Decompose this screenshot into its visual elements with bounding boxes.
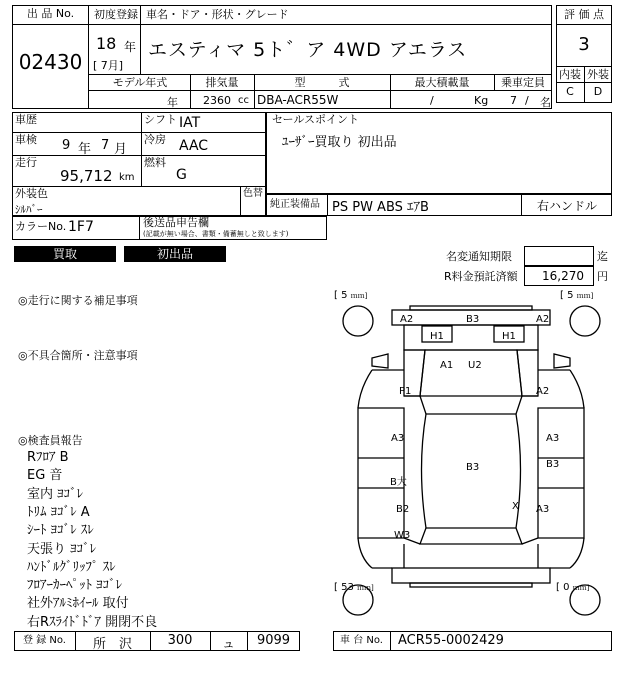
svg-text:[ 0 ｍｍ]: [556, 582, 590, 593]
max-load-unit: Kg: [474, 94, 489, 107]
shift-label: シフト: [144, 113, 177, 126]
mark-left-rear-w3: W3: [394, 530, 411, 541]
inspector-line: ﾄﾘﾑ ﾖｺﾞﾚ A: [27, 504, 90, 520]
windshield-outline: [420, 350, 522, 396]
right-side-outline: [538, 408, 584, 538]
name-change-label: 名変通知期限: [446, 250, 512, 263]
driving-notes-label: ◎走行に関する補足事項: [18, 294, 138, 307]
capacity-value: 7: [510, 94, 517, 107]
capacity-label: 乗車定員: [501, 76, 545, 89]
displacement-unit: cc: [238, 95, 249, 106]
max-load-label: 最大積載量: [414, 76, 470, 89]
name-change-suffix: 迄: [597, 250, 608, 263]
mark-right-door-a3: A3: [546, 433, 560, 444]
fuel-label: 燃料: [144, 156, 166, 169]
color-no-label: カラーNo.: [15, 220, 67, 233]
damage-diagram: [330, 288, 612, 628]
interior-label: 内装: [559, 68, 581, 81]
mark-front-b3: B3: [466, 314, 480, 325]
equipment-value: PS PW ABS ｴｱB: [332, 200, 429, 215]
color-value: ｼﾙﾊﾞｰ: [15, 203, 43, 216]
tire-rr-unit: ｍｍ]: [572, 584, 590, 592]
capacity-sep: /: [525, 94, 529, 107]
interior-value: C: [566, 85, 574, 98]
inspection-month: 7: [101, 138, 110, 153]
tire-rr-value: [ 0: [556, 582, 573, 593]
type-value: DBA-ACR55W: [257, 93, 339, 107]
hood-outline: [404, 325, 538, 350]
inspection-year-unit: 年: [78, 142, 92, 157]
handle-value: 右ハンドル: [536, 199, 597, 213]
tire-fr-value: [ 5: [560, 290, 577, 301]
post-doc-label: 後送品申告欄: [143, 216, 209, 229]
tire-fl-unit: ｍｍ]: [350, 292, 368, 300]
max-load-value: /: [430, 94, 434, 107]
inspection-year: 9: [62, 138, 71, 153]
inspector-line: ｼｰﾄ ﾖｺﾞﾚ ｽﾚ: [27, 523, 94, 539]
first-reg-year: 18: [96, 34, 117, 53]
model-year-label: モデル年式: [112, 76, 168, 89]
mark-rear-x: X: [512, 501, 519, 512]
displacement-value: 2360: [203, 94, 231, 107]
chassis-no: ACR55-0002429: [398, 633, 504, 648]
reg-area: 所 沢: [92, 637, 132, 652]
left-side-outline: [358, 408, 404, 538]
capacity-unit: 名: [540, 96, 551, 109]
inspector-line: 右Rｽﾗｲﾄﾞﾄﾞｱ 開閉不良: [27, 614, 158, 630]
recycle-value: 16,270: [542, 269, 584, 283]
mileage-value: 95,712: [60, 167, 113, 185]
score-label: 評 価 点: [564, 8, 604, 21]
inspector-line: 室内 ﾖｺﾞﾚ: [27, 486, 84, 502]
first-reg-label: 初度登録: [94, 8, 138, 21]
mark-windshield-a1: A1: [440, 360, 454, 371]
mark-h1-right: H1: [502, 331, 516, 342]
reg-kana: ュ: [221, 637, 235, 652]
type-label: 型 式: [294, 76, 350, 89]
inspector-line: Rﾌﾛｱ B: [27, 450, 69, 465]
tire-fl-value: [ 5: [334, 290, 351, 301]
reg-number: 9099: [256, 633, 291, 648]
svg-text:[ 5 ｍｍ]: [334, 290, 368, 301]
tire-front-left-icon: [343, 306, 373, 336]
inspector-line: ﾌﾛｱｰｶｰﾍﾟｯﾄ ﾖｺﾞﾚ: [27, 578, 123, 594]
mark-right-door2-b3: B3: [546, 459, 560, 470]
mark-left-fender-p1: P1: [399, 386, 412, 397]
recycle-unit: 円: [597, 270, 608, 283]
color-change-label: 色替: [243, 188, 263, 199]
mark-left-door-a3: A3: [391, 433, 405, 444]
car-name-label: 車名・ドア・形状・グレード: [146, 8, 289, 21]
sales-point-label: セールスポイント: [272, 113, 360, 126]
mileage-label: 走行: [15, 156, 37, 169]
mark-right-fender-a2: A2: [536, 386, 550, 397]
svg-text:[ 5 ｍｍ]: [560, 290, 594, 301]
reg-class: 300: [167, 633, 193, 648]
inspection-month-unit: 月: [114, 142, 128, 157]
exterior-value: D: [593, 85, 603, 98]
svg-text:[ 53 ｍｍ]: [334, 582, 374, 593]
mark-front-left-a2: A2: [400, 314, 414, 325]
details-box: [12, 112, 266, 216]
defects-notes-label: ◎不具合箇所・注意事項: [18, 349, 138, 362]
tire-rl-value: [ 53: [334, 582, 357, 593]
lot-label: 出 品 No.: [26, 7, 75, 20]
mark-front-right-a2: A2: [536, 314, 550, 325]
inspector-report-label: ◎検査員報告: [18, 434, 83, 447]
mark-roof-b3: B3: [466, 462, 480, 473]
color-no-value: 1F7: [68, 219, 94, 235]
inspector-line: 社外ｱﾙﾐﾎｲｰﾙ 取付: [27, 596, 129, 612]
inspector-line: 天張り ﾖｺﾞﾚ: [27, 541, 97, 557]
exterior-label: 外装: [587, 68, 609, 81]
first-reg-month: [ 7月]: [93, 59, 124, 72]
tire-front-right-icon: [570, 306, 600, 336]
inspection-label: 車検: [15, 133, 37, 146]
name-change-field: [524, 246, 594, 266]
inspector-line: ﾊﾝﾄﾞﾙｸﾞﾘｯﾌﾟ ｽﾚ: [27, 559, 116, 575]
mark-left-slide-b: B大: [390, 477, 407, 488]
aircon-value: AAC: [179, 138, 209, 154]
first-listing-badge: 初出品: [124, 246, 226, 262]
first-reg-year-unit: 年: [124, 40, 137, 54]
purchase-badge: 買取: [14, 246, 116, 262]
mark-left-rear-b2: B2: [396, 504, 410, 515]
equipment-label: 純正装備品: [270, 199, 320, 210]
rear-bumper-outline: [392, 568, 550, 583]
fuel-value: G: [176, 167, 187, 183]
chassis-label: 車 台 No.: [340, 635, 383, 646]
model-year-unit: 年: [167, 96, 178, 109]
mark-h1-left: H1: [430, 331, 444, 342]
score-value: 3: [578, 34, 590, 55]
tire-fr-unit: ｍｍ]: [576, 292, 594, 300]
sales-point-value: ﾕｰｻﾞｰ買取り 初出品: [282, 135, 397, 150]
mileage-unit: km: [119, 172, 135, 183]
reg-no-label: 登 録 No.: [23, 635, 66, 646]
shift-value: IAT: [179, 115, 201, 131]
recycle-label: R料金預託済額: [444, 270, 518, 283]
history-label: 車歴: [15, 113, 37, 126]
aircon-label: 冷房: [144, 133, 166, 146]
tire-rl-unit: ｍｍ]: [356, 584, 374, 592]
mark-windshield-u2: U2: [468, 360, 482, 371]
displacement-label: 排気量: [205, 76, 239, 89]
car-name: エスティマ 5ト゛ア 4WD アエラス: [148, 39, 468, 61]
inspector-line: EG 音: [27, 468, 63, 484]
lot-number: 02430: [18, 50, 83, 74]
post-doc-note: (記載が無い場合、書類・備蓄無しと致します): [143, 230, 289, 238]
color-label: 外装色: [15, 187, 48, 200]
mark-right-rear-a3: A3: [536, 504, 550, 515]
